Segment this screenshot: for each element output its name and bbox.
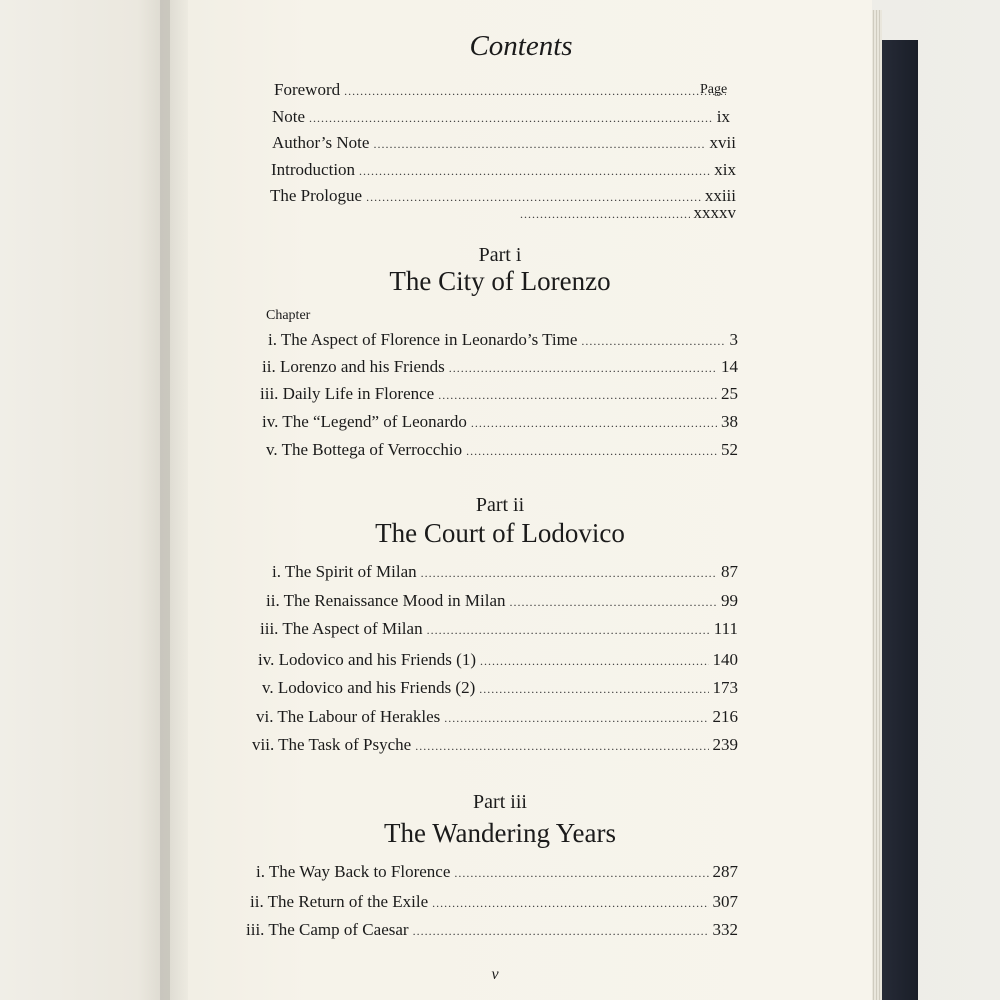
dot-leader [421,566,717,581]
part-number: Part i [478,244,522,266]
entry-page: 140 [712,650,738,669]
entry-label: Author’s Note [272,133,370,152]
entry-label: The Prologue [270,186,363,205]
entry-page: 38 [721,412,738,431]
entry-page: xvii [709,133,736,152]
entry-page: 173 [712,678,738,697]
dot-leader [449,361,717,376]
entry-label: vi. The Labour of Herakles [256,707,441,726]
entry-page: 14 [721,357,738,376]
entry-page: 287 [712,862,738,881]
dot-leader [413,924,709,939]
part-number: Part iii [473,791,527,813]
toc-entry-authors-note [272,133,736,153]
entry-label: i. The Way Back to Florence [256,862,451,881]
dot-leader [480,654,709,669]
chapter-label: Chapter [266,308,311,323]
part-number: Part ii [475,494,525,516]
toc-entry-extra [516,203,736,223]
entry-label: Foreword [274,80,341,99]
toc-entry-chapter [268,330,738,350]
page-number: v [491,966,499,983]
entry-page: 87 [721,562,738,581]
part-title: The Court of Lodovico [375,518,625,548]
book-gutter-shadow [160,0,188,1000]
entry-label: iv. Lodovico and his Friends (1) [258,650,476,669]
entry-label: i. The Aspect of Florence in Leonardo’s Time [268,330,578,349]
dot-leader [444,711,708,726]
dot-leader [415,739,708,754]
dot-leader [344,84,726,99]
entry-label: iii. The Camp of Caesar [246,920,409,939]
toc-entry-chapter [262,357,738,377]
toc-entry-chapter [266,440,738,460]
toc-entry-note [272,107,730,127]
dot-leader [510,595,717,610]
entry-label: ii. The Renaissance Mood in Milan [266,591,506,610]
dot-leader [454,866,708,881]
entry-page: 111 [713,619,738,638]
entry-label: iii. Daily Life in Florence [260,384,435,403]
toc-entry-chapter [250,892,738,912]
left-page [0,0,172,1000]
toc-entry-chapter [260,619,738,639]
entry-page: 25 [721,384,738,403]
toc-entry-chapter [272,562,738,582]
dot-leader [438,388,717,403]
dot-leader [581,334,725,349]
dot-leader [432,896,708,911]
entry-page: 239 [712,735,738,754]
part-title: The City of Lorenzo [389,266,611,296]
entry-label: Introduction [271,160,356,179]
toc-entry-chapter [246,920,738,940]
toc-entry-chapter [262,678,738,698]
entry-label: ii. Lorenzo and his Friends [262,357,445,376]
toc-entry-chapter [266,591,738,611]
dot-leader [309,111,713,126]
dot-leader [520,207,690,222]
part-title: The Wandering Years [383,818,617,848]
page-column-label: Page [700,82,728,97]
toc-entry-chapter [252,735,738,755]
entry-label: i. The Spirit of Milan [272,562,417,581]
toc-entry-chapter [258,650,738,670]
toc-entry-chapter [256,707,738,727]
entry-page: 307 [712,892,738,911]
entry-label: iii. The Aspect of Milan [260,619,423,638]
contents-page [170,0,872,1000]
page-title: Contents [469,30,573,62]
dot-leader [427,623,710,638]
entry-page: xxiii [704,186,736,205]
entry-label: ii. The Return of the Exile [250,892,429,911]
entry-page: 216 [712,707,738,726]
entry-page: xxxxv [693,203,736,222]
entry-page: ix [716,107,730,126]
entry-page: 3 [729,330,738,349]
dot-leader [466,444,717,459]
entry-label: v. The Bottega of Verrocchio [266,440,463,459]
entry-label: v. Lodovico and his Friends (2) [262,678,476,697]
entry-page: 332 [712,920,738,939]
entry-label: vii. The Task of Psyche [252,735,412,754]
dot-leader [373,137,705,152]
toc-entry-foreword [274,80,730,100]
toc-entry-chapter [262,412,738,432]
entry-label: Note [272,107,306,126]
entry-page: 99 [721,591,738,610]
dot-leader [471,416,717,431]
dot-leader [479,682,708,697]
dot-leader [359,164,710,179]
toc-entry-chapter [256,862,738,882]
entry-page: xix [714,160,736,179]
entry-label: iv. The “Legend” of Leonardo [262,412,467,431]
entry-page: 52 [721,440,738,459]
toc-entry-introduction [271,160,736,180]
toc-entry-chapter [260,384,738,404]
